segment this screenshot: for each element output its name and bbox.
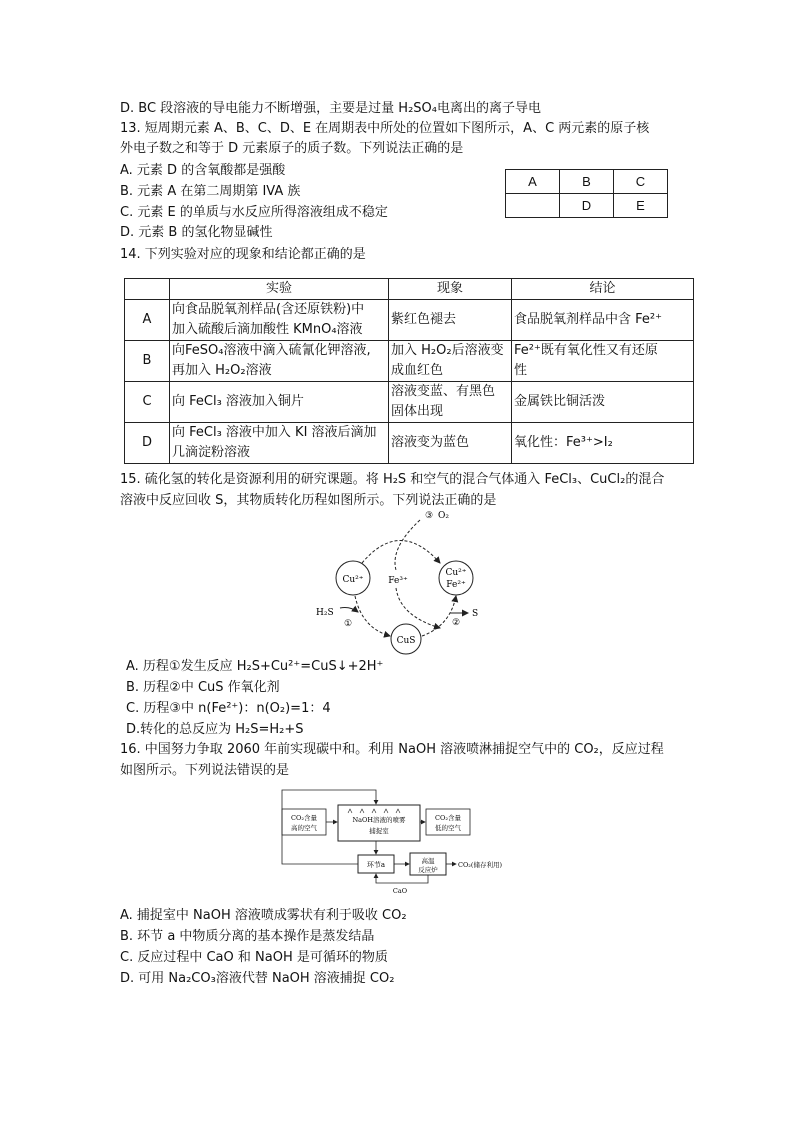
- co2-storage-label: CO₂(储存利用): [458, 861, 502, 869]
- table-row: [125, 423, 694, 464]
- arrow-o2-in: [395, 520, 420, 570]
- table-row: [125, 341, 694, 382]
- arrow-top: [362, 541, 440, 564]
- table-header-row: [125, 279, 694, 300]
- q13-option-b: B. 元素 A 在第二周期第 IVA 族: [120, 184, 301, 199]
- naoh-spray-label: NaOH溶液的喷雾: [352, 816, 406, 824]
- q16-option-b: B. 环节 a 中物质分离的基本操作是蒸发结晶: [120, 929, 375, 944]
- arrow-step1: [355, 596, 390, 636]
- row-label: D: [125, 423, 170, 464]
- row-experiment: 向FeSO₄溶液中滴入硫氰化钾溶液, 再加入 H₂O₂溶液: [170, 341, 389, 382]
- q13-stem-line2: 外电子数之和等于 D 元素原子的质子数。下列说法正确的是: [120, 141, 464, 156]
- row-observation: 溶液变为蓝色: [389, 423, 512, 464]
- grid-cell-empty: [506, 194, 560, 218]
- row-conclusion: 食品脱氧剂样品中含 Fe²⁺: [512, 300, 694, 341]
- q15-option-c: C. 历程③中 n(Fe²⁺)：n(O₂)=1：4: [126, 701, 331, 716]
- row-label: A: [125, 300, 170, 341]
- grid-cell-c: C: [614, 170, 668, 194]
- q15-option-a: A. 历程①发生反应 H₂S+Cu²⁺=CuS↓+2H⁺: [126, 659, 384, 674]
- q15-stem-line2: 溶液中反应回收 S，其物质转化历程如图所示。下列说法正确的是: [120, 493, 497, 508]
- low-co2-label1: CO₂含量: [435, 814, 461, 822]
- spray-marks: [348, 809, 400, 813]
- arrow-step2: [422, 596, 456, 636]
- furnace-label2: 反应炉: [418, 866, 438, 874]
- cus-label: CuS: [396, 636, 416, 646]
- q15-stem-line1: 15. 硫化氢的转化是资源利用的研究课题。将 H₂S 和空气的混合气体通入 FeCl₃、CuCl₂的混合: [120, 472, 665, 487]
- q13-option-c: C. 元素 E 的单质与水反应所得溶液组成不稳定: [120, 205, 388, 220]
- row-conclusion: 氧化性：Fe³⁺>I₂: [512, 423, 694, 464]
- table-row: [125, 300, 694, 341]
- s-label: S: [472, 609, 479, 619]
- header-experiment: 实验: [170, 279, 389, 300]
- row-experiment: 向食品脱氧剂样品(含还原铁粉)中 加入硫酸后滴加酸性 KMnO₄溶液: [170, 300, 389, 341]
- capture-chamber-label: 捕捉室: [369, 827, 389, 835]
- q16-stem-line2: 如图所示。下列说法错误的是: [120, 763, 290, 778]
- row-label: C: [125, 382, 170, 423]
- row-experiment: 向 FeCl₃ 溶液中加入 KI 溶液后滴加 几滴淀粉溶液: [170, 423, 389, 464]
- step1-label: ①: [344, 619, 353, 629]
- row-conclusion: Fe²⁺既有氧化性又有还原 性: [512, 341, 694, 382]
- q16-option-a: A. 捕捉室中 NaOH 溶液喷成雾状有利于吸收 CO₂: [120, 908, 407, 923]
- cao-label: CaO: [392, 887, 408, 895]
- co2-capture-diagram: [276, 785, 518, 900]
- grid-cell-e: E: [614, 194, 668, 218]
- experiment-table: [124, 278, 694, 464]
- arrow-fe3: [396, 588, 440, 628]
- row-observation: 紫红色褪去: [389, 300, 512, 341]
- table-row: [125, 382, 694, 423]
- q16-option-d: D. 可用 Na₂CO₃溶液代替 NaOH 溶液捕捉 CO₂: [120, 971, 395, 986]
- high-co2-label1: CO₂含量: [291, 814, 317, 822]
- grid-cell-b: B: [560, 170, 614, 194]
- header-index: [125, 279, 170, 300]
- row-experiment: 向 FeCl₃ 溶液加入铜片: [170, 382, 389, 423]
- grid-cell-a: A: [506, 170, 560, 194]
- step2-label: ②: [452, 618, 461, 628]
- q12-option-d: D. BC 段溶液的导电能力不断增强，主要是过量 H₂SO₄电离出的离子导电: [120, 101, 541, 116]
- o2-label: O₂: [438, 511, 449, 521]
- periodic-grid: [505, 169, 668, 218]
- q16-stem-line1: 16. 中国努力争取 2060 年前实现碳中和。利用 NaOH 溶液喷淋捕捉空气中的 CO₂，反应过程: [120, 742, 664, 757]
- step-a-label: 环节a: [366, 861, 386, 869]
- q13-stem-line1: 13. 短周期元素 A、B、C、D、E 在周期表中所处的位置如下图所示，A、C 两元素的原子核: [120, 121, 650, 136]
- row-label: B: [125, 341, 170, 382]
- cu2-label: Cu²⁺: [342, 575, 364, 585]
- furnace-label1: 高温: [421, 857, 435, 865]
- q14-stem: 14. 下列实验对应的现象和结论都正确的是: [120, 247, 366, 262]
- grid-cell-d: D: [560, 194, 614, 218]
- row-observation: 溶液变蓝、有黑色 固体出现: [389, 382, 512, 423]
- q13-option-d: D. 元素 B 的氢化物显碱性: [120, 225, 273, 240]
- low-co2-label2: 低的空气: [435, 824, 461, 832]
- h2s-label: H₂S: [316, 608, 334, 618]
- q15-option-b: B. 历程②中 CuS 作氧化剂: [126, 680, 280, 695]
- high-co2-label2: 高的空气: [291, 824, 317, 832]
- header-conclusion: 结论: [512, 279, 694, 300]
- fe2-label: Fe²⁺: [446, 580, 466, 590]
- header-observation: 现象: [389, 279, 512, 300]
- h2s-in-arrow: [340, 608, 358, 613]
- s-conversion-diagram: [300, 508, 500, 658]
- cu2-right-label: Cu²⁺: [445, 568, 467, 578]
- row-conclusion: 金属铁比铜活泼: [512, 382, 694, 423]
- q16-option-c: C. 反应过程中 CaO 和 NaOH 是可循环的物质: [120, 950, 388, 965]
- row-observation: 加入 H₂O₂后溶液变 成血红色: [389, 341, 512, 382]
- q13-option-a: A. 元素 D 的含氧酸都是强酸: [120, 163, 286, 178]
- fe3-label: Fe³⁺: [388, 576, 408, 586]
- step3-label: ③: [425, 511, 434, 521]
- q15-option-d: D.转化的总反应为 H₂S=H₂+S: [126, 722, 304, 737]
